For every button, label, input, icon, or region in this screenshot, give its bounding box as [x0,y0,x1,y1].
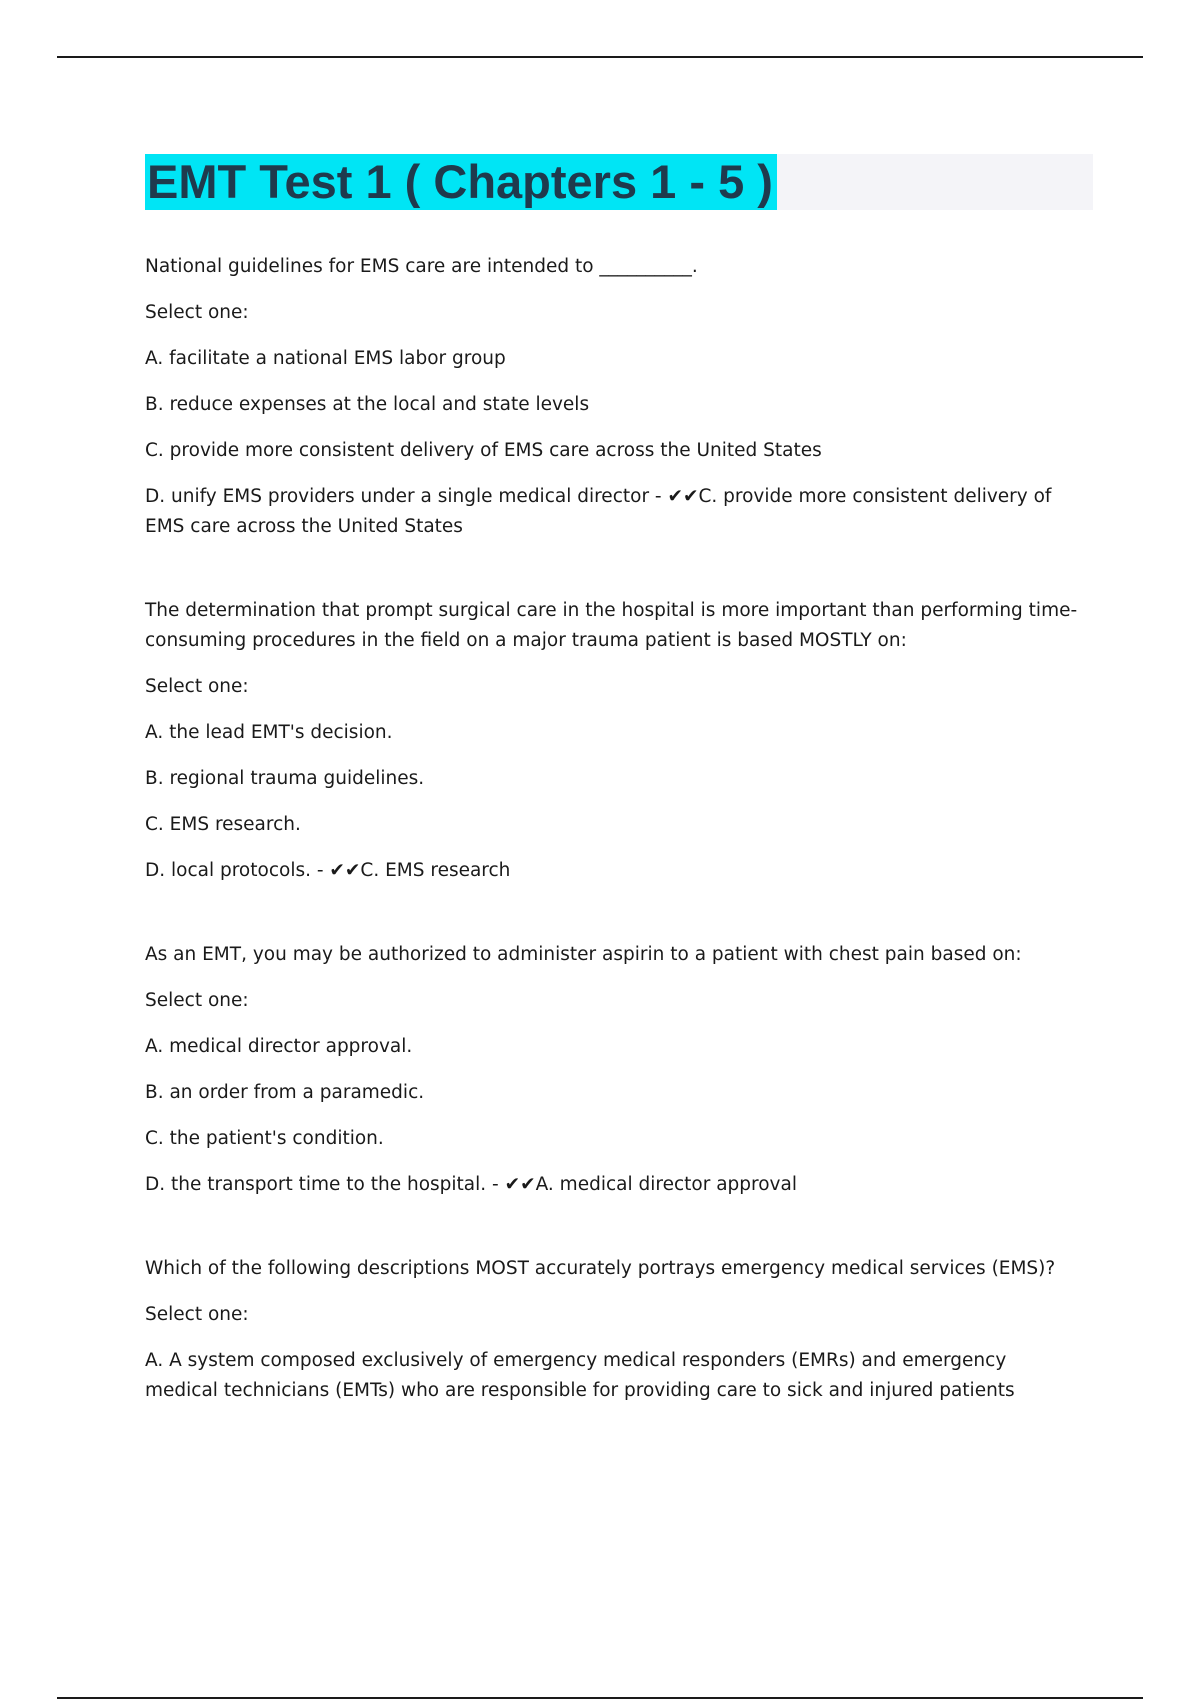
select-one-label: Select one: [145,302,249,323]
option-a: A. the lead EMT's decision. [145,722,393,743]
option-c: C. the patient's condition. [145,1128,384,1149]
question-block [145,1254,1085,1406]
option-d-with-answer: D. local protocols. - ✔✔C. EMS research [145,860,511,881]
question-text: The determination that prompt surgical care in the hospital is more important than performing time-consuming procedures in the field on a major trauma patient is based MOSTLY on: [145,600,1078,651]
bottom-rule [57,1697,1143,1699]
option-b: B. regional trauma guidelines. [145,768,425,789]
top-rule [57,56,1143,58]
option-c: C. provide more consistent delivery of EMS care across the United States [145,440,822,461]
option-a: A. A system composed exclusively of emergency medical responders (EMRs) and emergency medical technicians (EMTs) who are responsible for providing care to sick and injured patients [145,1350,1015,1401]
question-block [145,252,1085,542]
question-block [145,940,1085,1200]
select-one-label: Select one: [145,990,249,1011]
option-b: B. reduce expenses at the local and state levels [145,394,590,415]
option-d-with-answer: D. unify EMS providers under a single medical director - ✔✔C. provide more consistent delivery of EMS care across the United States [145,486,1052,537]
question-text: As an EMT, you may be authorized to administer aspirin to a patient with chest pain based on: [145,944,1022,965]
option-c: C. EMS research. [145,814,301,835]
option-d-with-answer: D. the transport time to the hospital. - ✔✔A. medical director approval [145,1174,797,1195]
option-a: A. facilitate a national EMS labor group [145,348,506,369]
document-body [145,252,1085,1460]
option-a: A. medical director approval. [145,1036,413,1057]
document-title: EMT Test 1 ( Chapters 1 - 5 ) [145,154,777,210]
question-block [145,596,1085,886]
question-text: National guidelines for EMS care are intended to __________. [145,256,698,277]
select-one-label: Select one: [145,676,249,697]
option-b: B. an order from a paramedic. [145,1082,425,1103]
question-text: Which of the following descriptions MOST accurately portrays emergency medical services (EMS)? [145,1258,1056,1279]
select-one-label: Select one: [145,1304,249,1325]
